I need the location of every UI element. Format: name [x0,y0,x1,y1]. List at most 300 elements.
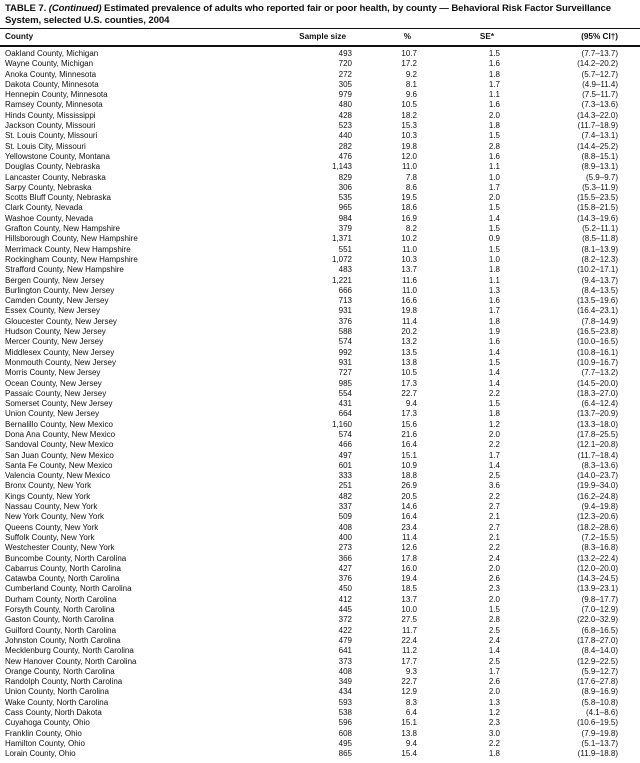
percent-cell: 19.8 [401,306,417,316]
percent-cell: 15.4 [401,749,417,759]
table-row [0,348,640,358]
percent-cell: 9.2 [405,69,417,79]
sample-size-cell: 400 [338,532,352,542]
percent-cell: 17.8 [401,553,417,563]
percent-cell: 22.4 [401,635,417,645]
se-cell: 1.7 [488,79,500,89]
column-header-percent: % [352,29,417,46]
se-cell: 1.5 [488,203,500,213]
se-cell: 1.8 [488,409,500,419]
se-cell: 2.4 [488,553,500,563]
ci-cell: (8.9–16.9) [581,687,618,697]
sample-size-cell: 408 [338,666,352,676]
percent-cell: 8.6 [405,182,417,192]
table-row [0,80,640,90]
sample-size-cell: 1,221 [331,275,352,285]
ci-cell: (8.3–16.8) [581,543,618,553]
ci-cell: (4.1–8.6) [585,708,618,717]
ci-cell: (13.9–23.1) [577,584,618,594]
table-row [0,358,640,368]
se-cell: 1.6 [488,296,500,306]
county-cell: Buncombe County, North Carolina [5,553,127,563]
ci-cell: (4.9–11.4) [582,79,618,89]
county-cell: Douglas County, Nebraska [5,162,101,172]
percent-cell: 17.3 [401,409,417,419]
ci-cell: (14.3–19.6) [577,213,618,223]
county-cell: Queens County, New York [5,522,99,532]
ci-cell: (10.6–19.5) [577,718,618,728]
percent-cell: 14.6 [401,502,417,512]
ci-cell: (13.3–18.0) [577,419,618,429]
table-row [0,162,640,172]
county-cell: Dakota County, Minnesota [5,79,99,89]
percent-cell: 9.4 [405,738,417,748]
county-cell: Hinds County, Mississippi [5,110,96,120]
table-row [0,255,640,265]
county-cell: Orange County, North Carolina [5,666,115,676]
se-cell: 2.4 [488,635,500,645]
table-row [0,584,640,594]
county-cell: Gaston County, North Carolina [5,615,114,625]
county-cell: Strafford County, New Hampshire [5,265,124,275]
county-cell: Scotts Bluff County, Nebraska [5,193,111,203]
se-cell: 2.0 [488,193,500,203]
se-cell: 3.0 [488,728,500,738]
sample-size-cell: 412 [338,594,352,604]
sample-size-cell: 282 [338,141,352,151]
county-cell: Hillsborough County, New Hampshire [5,234,138,244]
table-row [0,543,640,553]
se-cell: 2.1 [488,532,500,542]
se-cell: 2.3 [488,718,500,728]
county-cell: Middlesex County, New Jersey [5,347,115,357]
table-row [0,595,640,605]
sample-size-cell: 593 [338,697,352,707]
percent-cell: 11.2 [402,646,417,656]
county-cell: St. Louis County, Missouri [5,131,98,141]
county-cell: Oakland County, Michigan [5,49,99,58]
county-cell: Bergen County, New Jersey [5,275,105,285]
ci-cell: (14.2–20.2) [577,59,618,69]
se-cell: 2.7 [488,522,500,532]
sample-size-cell: 965 [338,203,352,213]
se-cell: 1.5 [488,357,500,367]
sample-size-cell: 727 [338,368,352,378]
se-cell: 1.8 [488,749,500,759]
percent-cell: 18.5 [401,584,417,594]
ci-cell: (12.3–20.6) [577,512,618,522]
ci-cell: (13.7–20.9) [577,409,618,419]
county-cell: Morris County, New Jersey [5,368,101,378]
percent-cell: 9.4 [405,399,417,409]
ci-cell: (11.9–18.8) [577,749,618,759]
county-cell: Rockingham County, New Hampshire [5,254,138,264]
se-cell: 2.0 [488,594,500,604]
sample-size-cell: 434 [338,687,352,697]
percent-cell: 9.3 [405,666,417,676]
table-row [0,554,640,564]
table-row [0,708,640,718]
ci-cell: (5.1–13.7) [581,738,618,748]
ci-cell: (7.8–14.9) [581,316,618,326]
table-row [0,698,640,708]
percent-cell: 27.5 [401,615,417,625]
ci-cell: (7.4–13.1) [581,131,618,141]
table-row [0,276,640,286]
sample-size-cell: 431 [338,399,352,409]
ci-cell: (10.9–16.7) [577,357,618,367]
sample-size-cell: 664 [338,409,352,419]
sample-size-cell: 509 [338,512,352,522]
ci-cell: (9.4–19.8) [581,502,618,512]
sample-size-cell: 1,371 [331,234,352,244]
sample-size-cell: 379 [338,224,352,234]
county-cell: Grafton County, New Hampshire [5,224,121,234]
county-cell: Wake County, North Carolina [5,697,109,707]
ci-cell: (8.4–14.0) [581,646,618,656]
ci-cell: (11.7–18.9) [577,121,618,131]
se-cell: 1.6 [488,59,500,69]
se-cell: 2.2 [488,440,500,450]
percent-cell: 12.0 [401,151,417,161]
sample-size-cell: 305 [338,79,352,89]
se-cell: 2.0 [488,563,500,573]
percent-cell: 16.6 [401,296,417,306]
percent-cell: 10.3 [401,254,417,264]
county-cell: Dona Ana County, New Mexico [5,429,116,439]
percent-cell: 11.0 [402,244,417,254]
county-cell: Cumberland County, North Carolina [5,584,132,594]
sample-size-cell: 535 [338,193,352,203]
county-cell: Somerset County, New Jersey [5,399,113,409]
table-row [0,574,640,584]
ci-cell: (8.9–13.1) [581,162,618,172]
se-cell: 1.5 [488,131,500,141]
se-cell: 1.0 [488,172,500,182]
percent-cell: 13.7 [401,265,417,275]
ci-cell: (15.8–21.5) [577,203,618,213]
county-cell: Union County, North Carolina [5,687,109,697]
ci-cell: (5.3–11.9) [582,182,618,192]
ci-cell: (17.8–25.5) [577,429,618,439]
county-cell: San Juan County, New Mexico [5,450,114,460]
sample-size-cell: 497 [338,450,352,460]
table-row [0,626,640,636]
sample-size-cell: 440 [338,131,352,141]
percent-cell: 15.1 [401,718,417,728]
sample-size-cell: 666 [338,285,352,295]
table-row [0,657,640,667]
county-cell: Lancaster County, Nebraska [5,172,106,182]
sample-size-cell: 713 [338,296,352,306]
ci-cell: (17.8–27.0) [577,635,618,645]
percent-cell: 15.6 [401,419,417,429]
county-cell: Merrimack County, New Hampshire [5,244,131,254]
county-cell: Johnston County, North Carolina [5,635,121,645]
percent-cell: 11.4 [402,316,417,326]
percent-cell: 10.9 [401,460,417,470]
se-cell: 1.7 [488,306,500,316]
percent-cell: 10.5 [401,368,417,378]
table-row [0,327,640,337]
sample-size-cell: 523 [338,121,352,131]
county-cell: Sandoval County, New Mexico [5,440,114,450]
ci-cell: (22.0–32.9) [577,615,618,625]
sample-size-cell: 479 [338,635,352,645]
se-cell: 2.5 [488,625,500,635]
sample-size-cell: 251 [338,481,352,491]
se-cell: 1.2 [488,419,500,429]
se-cell: 1.8 [488,265,500,275]
ci-cell: (16.5–23.8) [577,327,618,337]
ci-cell: (5.2–11.1) [582,224,618,234]
ci-cell: (8.5–11.8) [582,234,618,244]
ci-cell: (14.0–23.7) [577,471,618,481]
table-row [0,430,640,440]
sample-size-cell: 608 [338,728,352,738]
table-row [0,224,640,234]
column-header-sample-size: Sample size [257,29,352,46]
se-cell: 2.2 [488,388,500,398]
ci-cell: (8.4–13.5) [581,285,618,295]
sample-size-cell: 333 [338,471,352,481]
table-row [0,533,640,543]
sample-size-cell: 588 [338,327,352,337]
sample-size-cell: 482 [338,491,352,501]
percent-cell: 21.6 [401,429,417,439]
se-cell: 2.7 [488,502,500,512]
sample-size-cell: 408 [338,522,352,532]
table-number: TABLE 7. [5,3,47,14]
percent-cell: 16.9 [401,213,417,223]
ci-cell: (6.4–12.4) [581,399,618,409]
se-cell: 1.4 [488,213,500,223]
table-row [0,142,640,152]
percent-cell: 18.6 [401,203,417,213]
ci-cell: (13.5–19.6) [577,296,618,306]
ci-cell: (14.3–22.0) [577,110,618,120]
se-cell: 2.6 [488,574,500,584]
se-cell: 1.8 [488,316,500,326]
ci-cell: (11.7–18.4) [577,450,618,460]
table-row [0,605,640,615]
se-cell: 1.8 [488,69,500,79]
table-row [0,59,640,69]
table-row [0,70,640,80]
percent-cell: 13.8 [401,357,417,367]
percent-cell: 12.6 [401,543,417,553]
county-cell: Catawba County, North Carolina [5,574,120,584]
se-cell: 1.3 [488,285,500,295]
sample-size-cell: 1,143 [331,162,352,172]
county-cell: Washoe County, Nevada [5,213,94,223]
sample-size-cell: 641 [338,646,352,656]
percent-cell: 15.1 [401,450,417,460]
se-cell: 1.5 [488,49,500,58]
title-text: Estimated prevalence of adults who reported fair or poor health, by county — Behavioral Risk Factor Surveillance System, selected U.S. counties, 2004 [5,3,612,26]
sample-size-cell: 495 [338,738,352,748]
ci-cell: (5.9–9.7) [585,172,618,182]
sample-size-cell: 428 [338,110,352,120]
se-cell: 1.4 [488,368,500,378]
county-cell: Passaic County, New Jersey [5,388,107,398]
se-cell: 1.6 [488,337,500,347]
county-cell: Valencia County, New Mexico [5,471,111,481]
county-cell: Mecklenburg County, North Carolina [5,646,134,656]
percent-cell: 10.5 [401,100,417,110]
percent-cell: 11.0 [402,162,417,172]
sample-size-cell: 272 [338,69,352,79]
county-cell: Anoka County, Minnesota [5,69,97,79]
table-row [0,409,640,419]
percent-cell: 19.4 [401,574,417,584]
sample-size-cell: 984 [338,213,352,223]
percent-cell: 23.4 [401,522,417,532]
county-cell: Santa Fe County, New Mexico [5,460,113,470]
sample-size-cell: 979 [338,90,352,100]
sample-size-cell: 450 [338,584,352,594]
ci-cell: (7.2–15.5) [581,532,618,542]
se-cell: 2.0 [488,110,500,120]
se-cell: 1.0 [488,254,500,264]
county-cell: Cabarrus County, North Carolina [5,563,121,573]
se-cell: 2.2 [488,738,500,748]
percent-cell: 16.0 [401,563,417,573]
sample-size-cell: 574 [338,429,352,439]
ci-cell: (7.0–12.9) [581,605,618,615]
se-cell: 2.5 [488,471,500,481]
percent-cell: 11.7 [402,625,417,635]
table-row [0,121,640,131]
table-row [0,729,640,739]
table-row [0,451,640,461]
ci-cell: (12.1–20.8) [577,440,618,450]
county-cell: Clark County, Nevada [5,203,83,213]
table-row [0,245,640,255]
sample-size-cell: 306 [338,182,352,192]
table-row [0,677,640,687]
se-cell: 1.7 [488,182,500,192]
table-row [0,636,640,646]
county-cell: Bernalillo County, New Mexico [5,419,113,429]
sample-size-cell: 366 [338,553,352,563]
table-row [0,718,640,728]
percent-cell: 17.2 [401,59,417,69]
table-row [0,173,640,183]
sample-size-cell: 376 [338,316,352,326]
percent-cell: 20.5 [401,491,417,501]
percent-cell: 10.0 [401,605,417,615]
se-cell: 1.6 [488,100,500,110]
county-cell: Durham County, North Carolina [5,594,117,604]
se-cell: 1.8 [488,121,500,131]
sample-size-cell: 829 [338,172,352,182]
ci-cell: (7.7–13.2) [581,368,618,378]
ci-cell: (15.5–23.5) [577,193,618,203]
sample-size-cell: 337 [338,502,352,512]
county-cell: Bronx County, New York [5,481,92,491]
sample-size-cell: 466 [338,440,352,450]
table-row [0,502,640,512]
sample-size-cell: 373 [338,656,352,666]
ci-cell: (17.6–27.8) [577,677,618,687]
sample-size-cell: 1,160 [331,419,352,429]
sample-size-cell: 992 [338,347,352,357]
county-cell: Monmouth County, New Jersey [5,357,117,367]
column-header-ci: (95% CI†) [500,29,640,46]
county-cell: Essex County, New Jersey [5,306,100,316]
county-cell: Camden County, New Jersey [5,296,109,306]
county-cell: Ramsey County, Minnesota [5,100,103,110]
sample-size-cell: 596 [338,718,352,728]
percent-cell: 13.8 [401,728,417,738]
table-header [0,29,640,46]
percent-cell: 18.2 [401,110,417,120]
percent-cell: 10.2 [401,234,417,244]
title-continued: (Continued) [48,3,102,14]
table-row [0,615,640,625]
se-cell: 1.1 [488,275,500,285]
table-row [0,286,640,296]
table-row [0,234,640,244]
sample-size-cell: 483 [338,265,352,275]
county-cell: Randolph County, North Carolina [5,677,123,687]
table-row [0,749,640,759]
percent-cell: 13.7 [401,594,417,604]
sample-size-cell: 865 [338,749,352,759]
sample-size-cell: 376 [338,574,352,584]
ci-cell: (5.9–12.7) [581,666,618,676]
column-header-se: SE* [417,29,500,46]
ci-cell: (12.9–22.5) [577,656,618,666]
ci-cell: (8.3–13.6) [581,460,618,470]
county-cell: Jackson County, Missouri [5,121,96,131]
county-cell: Wayne County, Michigan [5,59,94,69]
table-row [0,317,640,327]
table-row [0,379,640,389]
table-row [0,512,640,522]
table-row [0,131,640,141]
se-cell: 1.1 [488,162,500,172]
ci-cell: (5.7–12.7) [581,69,618,79]
percent-cell: 6.4 [405,708,417,717]
county-cell: Hennepin County, Minnesota [5,90,108,100]
page-title [5,3,638,26]
county-cell: Franklin County, Ohio [5,728,82,738]
sample-size-cell: 985 [338,378,352,388]
se-cell: 1.5 [488,244,500,254]
sample-size-cell: 273 [338,543,352,553]
se-cell: 1.5 [488,399,500,409]
ci-cell: (10.0–16.5) [577,337,618,347]
table-row [0,306,640,316]
se-cell: 3.6 [488,481,500,491]
se-cell: 2.8 [488,615,500,625]
county-cell: New Hanover County, North Carolina [5,656,137,666]
table-row [0,667,640,677]
percent-cell: 13.5 [401,347,417,357]
percent-cell: 7.8 [405,172,417,182]
percent-cell: 20.2 [401,327,417,337]
se-cell: 2.2 [488,543,500,553]
sample-size-cell: 445 [338,605,352,615]
table-row [0,214,640,224]
ci-cell: (7.7–13.7) [581,49,618,58]
table-row [0,492,640,502]
table-row [0,420,640,430]
percent-cell: 11.0 [402,285,417,295]
ci-cell: (7.9–19.8) [581,728,618,738]
